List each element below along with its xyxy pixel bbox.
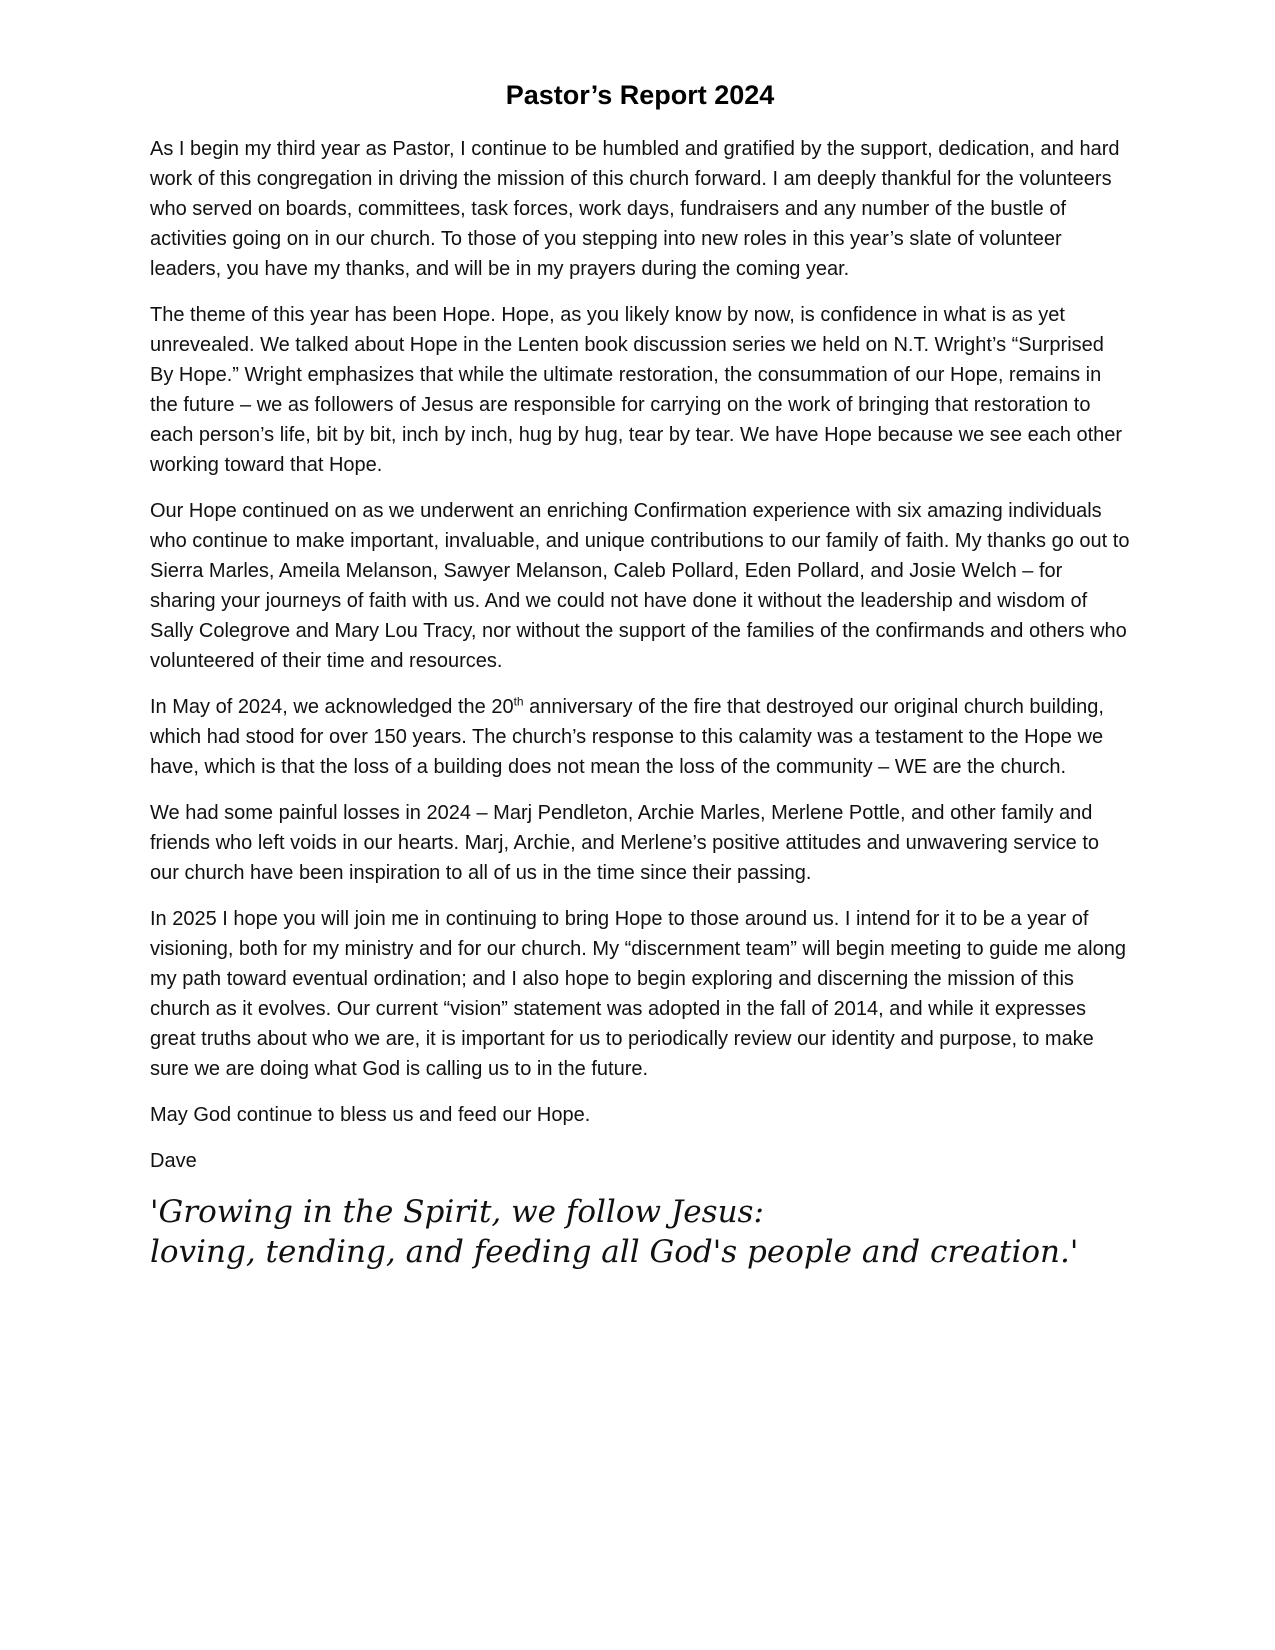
paragraph-blessing: May God continue to bless us and feed our Hope. — [150, 1104, 591, 1126]
page-title: Pastor’s Report 2024 — [505, 80, 775, 110]
anniversary-text-after: anniversary of the fire that destroyed our original church building, which had stood for over 150 years. The church’s response to this calamity was a testament to the Hope we have, which is that the loss of a building does not mean the loss of the community – WE are the church. — [150, 696, 1104, 778]
ordinal-superscript: th — [513, 694, 524, 709]
vision-statement — [150, 1192, 1130, 1272]
vision-statement-line-1: 'Growing in the Spirit, we follow Jesus: — [150, 1194, 764, 1230]
paragraph-theme-hope: The theme of this year has been Hope. Hope, as you likely know by now, is confidence in what is as yet unrevealed. We talked about Hope in the Lenten book discussion series we held on N.T. Wright’s “Surprised By Hope.” Wright emphasizes that while the ultimate restoration, the consummation of our Hope, remains in the future – we as followers of Jesus are responsible for carrying on the work of bringing that restoration to each person’s life, bit by bit, inch by inch, hug by hug, tear by tear. We have Hope because we see each other working toward that Hope. — [150, 304, 1123, 476]
anniversary-text-before: In May of 2024, we acknowledged the 20 — [150, 696, 514, 718]
paragraph-fire-anniversary — [150, 692, 1130, 782]
report-page — [150, 78, 1130, 1272]
paragraph-opening: As I begin my third year as Pastor, I continue to be humbled and gratified by the support, dedication, and hard work of this congregation in driving the mission of this church forward. I am deeply thankful for the volunteers who served on boards, committees, task forces, work days, fundraisers and any number of the bustle of activities going on in our church. To those of you stepping into new roles in this year’s slate of volunteer leaders, you have my thanks, and will be in my prayers during the coming year. — [150, 138, 1120, 280]
signature: Dave — [150, 1150, 197, 1172]
paragraph-losses: We had some painful losses in 2024 – Marj Pendleton, Archie Marles, Merlene Pottle, and other family and friends who left voids in our hearts. Marj, Archie, and Merlene’s positive attitudes and unwavering service to our church have been inspiration to all of us in the time since their passing. — [150, 802, 1100, 884]
paragraph-confirmation: Our Hope continued on as we underwent an enriching Confirmation experience with six amazing individuals who continue to make important, invaluable, and unique contributions to our family of faith. My thanks go out to Sierra Marles, Ameila Melanson, Sawyer Melanson, Caleb Pollard, Eden Pollard, and Josie Welch – for sharing your journeys of faith with us. And we could not have done it without the leadership and wisdom of Sally Colegrove and Mary Lou Tracy, nor without the support of the families of the confirmands and others who volunteered of their time and resources. — [150, 500, 1130, 672]
vision-statement-line-2: loving, tending, and feeding all God's people and creation.' — [150, 1234, 1079, 1270]
paragraph-2025-vision: In 2025 I hope you will join me in continuing to bring Hope to those around us. I intend for it to be a year of visioning, both for my ministry and for our church. My “discernment team” will begin meeting to guide me along my path toward eventual ordination; and I also hope to begin exploring and discerning the mission of this church as it evolves. Our current “vision” statement was adopted in the fall of 2014, and while it expresses great truths about who we are, it is important for us to periodically review our identity and purpose, to make sure we are doing what God is calling us to in the future. — [150, 908, 1126, 1080]
